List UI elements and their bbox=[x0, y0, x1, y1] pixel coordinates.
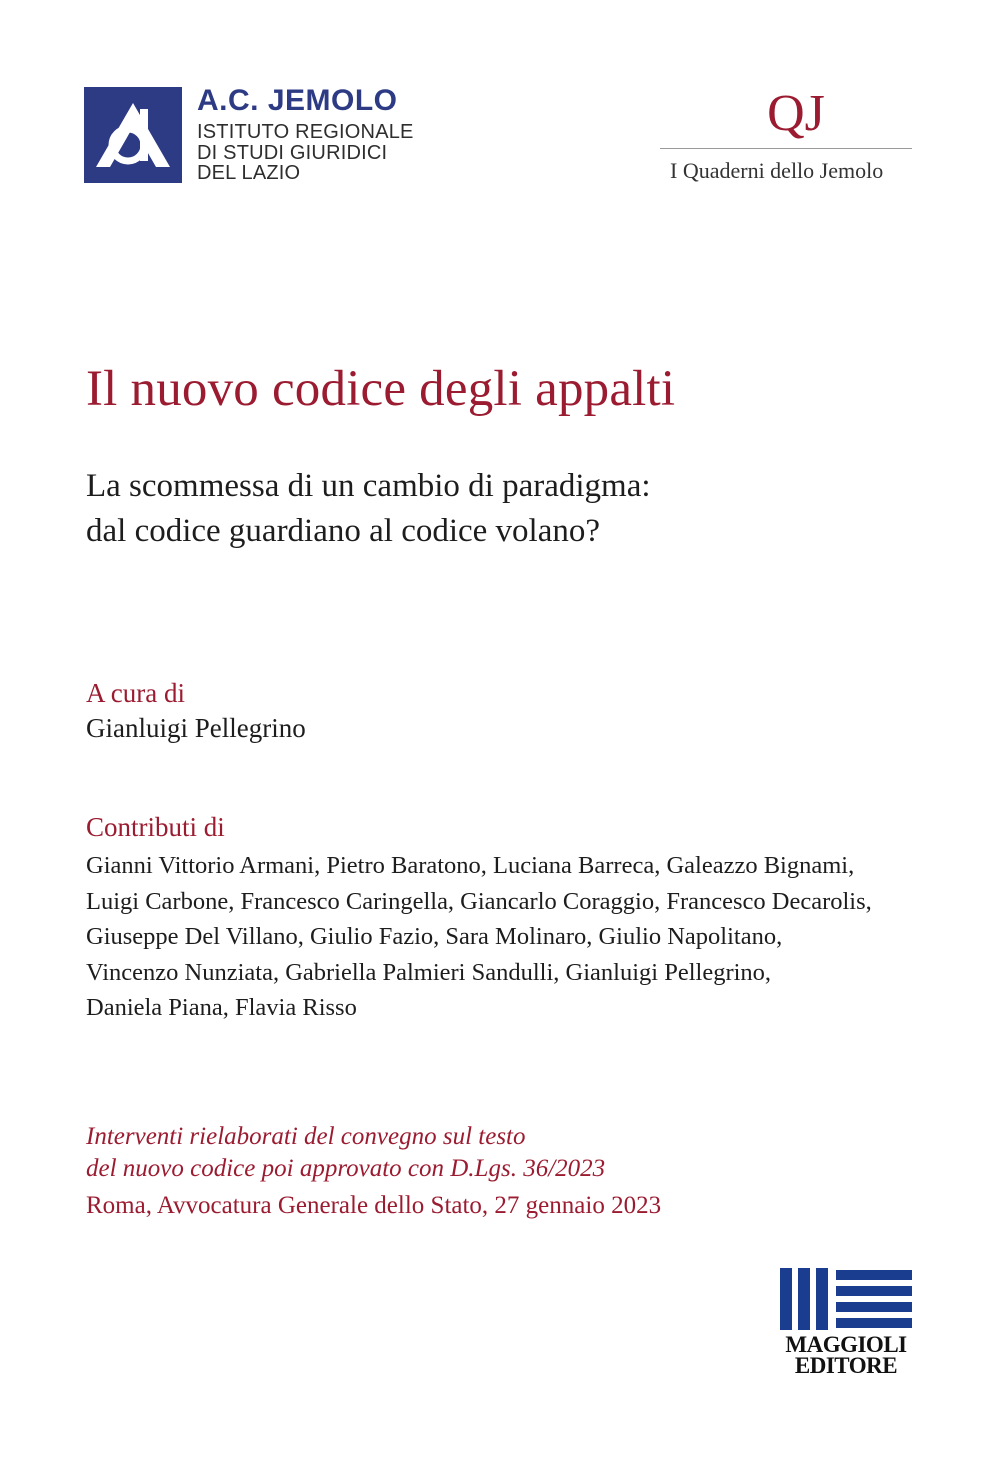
curator-label: A cura di bbox=[86, 678, 185, 708]
book-title: Il nuovo codice degli appalti bbox=[86, 361, 676, 417]
institute-name: A.C. JEMOLO bbox=[197, 84, 398, 117]
contributors-line: Luigi Carbone, Francesco Caringella, Giancarlo Coraggio, Francesco Decarolis, bbox=[86, 887, 872, 915]
subtitle-line: dal codice guardiano al codice volano? bbox=[86, 513, 601, 549]
publisher-name-line: MAGGIOLI bbox=[785, 1332, 907, 1357]
contributors-line: Giuseppe Del Villano, Giulio Fazio, Sara Molinaro, Giulio Napolitano, bbox=[86, 923, 783, 951]
institute-subtitle-line: ISTITUTO REGIONALE bbox=[197, 121, 414, 143]
book-subtitle bbox=[86, 464, 651, 554]
qj-monogram-icon bbox=[760, 78, 832, 148]
institute-subtitle-line: DEL LAZIO bbox=[197, 162, 301, 184]
conference-note bbox=[86, 1121, 605, 1185]
institute-subtitle bbox=[197, 122, 414, 184]
jemolo-logo-icon bbox=[84, 87, 182, 183]
contributors-list bbox=[86, 848, 906, 1026]
conference-venue: Roma, Avvocatura Generale dello Stato, 27 gennaio 2023 bbox=[86, 1192, 662, 1219]
curator-name: Gianluigi Pellegrino bbox=[86, 713, 306, 743]
maggioli-logo-icon bbox=[778, 1266, 914, 1332]
contributors-line: Vincenzo Nunziata, Gabriella Palmieri Sandulli, Gianluigi Pellegrino, bbox=[86, 958, 772, 986]
note-line: Interventi rielaborati del convegno sul testo bbox=[86, 1123, 526, 1150]
publisher-name-line: EDITORE bbox=[794, 1353, 898, 1378]
subtitle-line: La scommessa di un cambio di paradigma: bbox=[86, 468, 651, 504]
contributors-line: Gianni Vittorio Armani, Pietro Baratono, Luciana Barreca, Galeazzo Bignami, bbox=[86, 852, 855, 879]
contributors-line: Daniela Piana, Flavia Risso bbox=[86, 994, 357, 1022]
institute-subtitle-line: DI STUDI GIURIDICI bbox=[197, 141, 388, 164]
series-name: I Quaderni dello Jemolo bbox=[670, 158, 884, 183]
note-line: del nuovo codice poi approvato con D.Lgs. 36/2023 bbox=[86, 1155, 606, 1182]
qj-monogram-text: QJ bbox=[767, 85, 825, 142]
series-divider bbox=[660, 148, 912, 149]
publisher-name bbox=[778, 1334, 914, 1376]
contributors-label: Contributi di bbox=[86, 812, 225, 842]
